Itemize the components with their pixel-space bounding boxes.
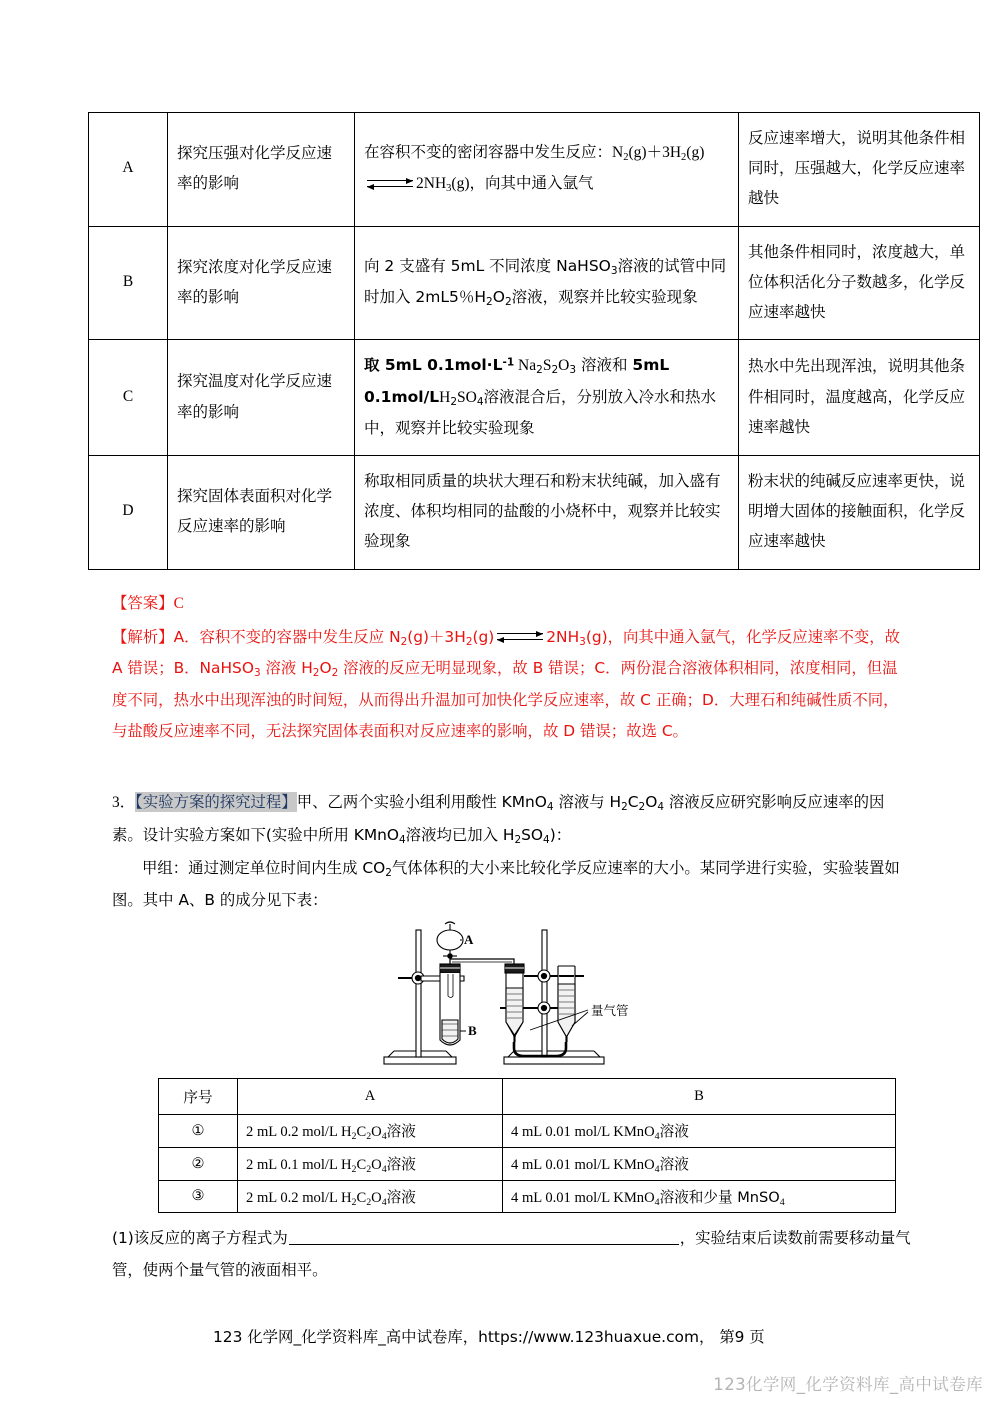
h2so4-sub1: 2 xyxy=(450,395,458,408)
analysis-a-5: (g)，向其中通入氩气，化学反应速率不变，故 A 错误； xyxy=(112,627,901,678)
plus-sign: ＋ xyxy=(646,142,663,161)
analysis-a-1: A．容积不变的容器中发生反应 N xyxy=(173,627,401,646)
q3-stem-8: )： xyxy=(549,826,572,845)
answer-analysis-block xyxy=(112,588,902,750)
analysis-d: D．大理石和纯碱性质不同，与盐酸反应速率不同，无法探究固体表面积对反应速率的影响，故 D 错误； xyxy=(112,690,899,741)
r1a-pre: 2 mL 0.2 mol/L H xyxy=(246,1124,352,1140)
figure-label-gas-tube: 量气管 xyxy=(591,1003,629,1018)
option-label-b: B xyxy=(89,226,168,340)
row-3-column-b xyxy=(503,1180,896,1213)
option-conclusion-c: 热水中先出现浑浊，说明其他条件相同时，温度越高，化学反应速率越快 xyxy=(739,340,980,456)
o-sub: 3 xyxy=(569,364,577,377)
analysis-c: C．两份混合溶液体积相同，浓度相同，但温度不同，热水中出现浑浊的时间短，从而得出升温加可加快化学反应速率，故 C 正确； xyxy=(112,659,898,709)
r3a-tail: 溶液 xyxy=(386,1188,416,1206)
r3a-mid2: O xyxy=(371,1189,382,1206)
kmno4-sub-1: 4 xyxy=(546,800,554,813)
table-row xyxy=(89,340,980,456)
table-row xyxy=(159,1147,896,1180)
analysis-b-sub3: 2 xyxy=(331,667,339,680)
r1b-pre: 4 mL 0.01 mol/L KMnO xyxy=(511,1124,655,1140)
r3b-tail: 溶液和少量 MnSO xyxy=(659,1188,780,1206)
plan-text-c-bold1: 取 5mL 0.1mol·L xyxy=(364,356,503,375)
r2a-sub3: 4 xyxy=(381,1163,387,1175)
h2o2-sub2: 2 xyxy=(504,295,512,308)
experiment-data-table xyxy=(158,1078,896,1213)
s-sub: 2 xyxy=(551,364,559,377)
r2b-sub: 4 xyxy=(654,1163,660,1175)
r2b-pre: 4 mL 0.01 mol/L KMnO xyxy=(511,1156,655,1173)
table-row xyxy=(159,1115,896,1148)
column-header-no: 序号 xyxy=(159,1079,238,1115)
analysis-b-2: 溶液 H xyxy=(260,659,313,678)
row-index-2: ② xyxy=(159,1147,238,1180)
q3-stem-5: 溶液反应研究影响反应速率的因素。设计实验方案如下(实验中所用 KMnO xyxy=(112,793,885,845)
h2so4-so: SO xyxy=(457,388,477,406)
r2a-tail: 溶液 xyxy=(386,1155,416,1173)
h2o2-sub1: 2 xyxy=(486,295,493,308)
option-conclusion-a: 反应速率增大，说明其他条件相同时，压强越大，化学反应速率越快 xyxy=(739,113,980,227)
h2so4-sub-b: 4 xyxy=(543,833,550,846)
r3b-sub2: 4 xyxy=(779,1196,785,1208)
r2a-sub2: 2 xyxy=(366,1163,372,1175)
analysis-tag: 【解析】 xyxy=(112,627,174,646)
right-stand-rod xyxy=(542,930,547,1057)
option-plan-d: 称取相同质量的块状大理石和粉末状纯碱，加入盛有浓度、体积均相同的盐酸的小烧杯中，观察并比较实验现象 xyxy=(355,455,739,569)
plan-text-b3: O xyxy=(492,287,505,306)
left-stand-rod xyxy=(416,930,421,1057)
r1b-tail: 溶液 xyxy=(659,1123,689,1140)
formula-nh3-state: (g) xyxy=(451,175,470,193)
table-row xyxy=(159,1180,896,1213)
nahso3-sub: 3 xyxy=(610,265,618,278)
co2-sub: 2 xyxy=(385,866,392,879)
option-label-d: D xyxy=(89,455,168,569)
option-goal-a: 探究压强对化学反应速率的影响 xyxy=(168,113,355,227)
q3-stem-1: 甲、乙两个实验小组利用酸性 KMnO xyxy=(296,793,547,811)
sub-question-suffix: ，实验结束后读数前需要移动量气管，使两个量气管的液面相平。 xyxy=(112,1229,911,1280)
apparatus-figure xyxy=(372,918,672,1070)
group-a-text-1: 甲组：通过测定单位时间内生成 CO xyxy=(142,858,386,877)
molar-exponent: -1 xyxy=(502,356,515,369)
q3-stem-6: 溶液均已加入 H xyxy=(405,826,515,845)
plan-text-c-bold2: 5mL 0.1mol/L xyxy=(364,356,670,406)
figure-label-b: B xyxy=(468,1023,477,1038)
figure-label-a: A xyxy=(464,932,474,947)
analysis-b-4: 溶液的反应无明显现象，故 B 错误； xyxy=(338,659,595,678)
question-type-tag: 【实验方案的探究过程】 xyxy=(135,793,297,811)
option-plan-b xyxy=(355,226,739,340)
r1b-sub: 4 xyxy=(654,1130,660,1142)
r2a-pre: 2 mL 0.1 mol/L H xyxy=(246,1156,352,1173)
option-plan-c xyxy=(355,340,739,456)
h2c2o4-sub2: 2 xyxy=(638,800,646,813)
option-goal-c: 探究温度对化学反应速率的影响 xyxy=(168,340,355,456)
options-table xyxy=(88,112,980,570)
r3a-sub3: 4 xyxy=(381,1196,387,1208)
formula-h2: 3H xyxy=(662,143,682,161)
analysis-final: 故选 C。 xyxy=(626,722,688,741)
option-conclusion-d: 粉末状的纯碱反应速率更快，说明增大固体的接触面积，化学反应速率越快 xyxy=(739,455,980,569)
o-symbol: O xyxy=(558,357,570,375)
question-3-block xyxy=(112,786,902,916)
row-index-1: ① xyxy=(159,1115,238,1148)
page-footer: 123 化学网_化学资料库_高中试卷库，https://www.123huaxue.com， 第9 页 xyxy=(213,1328,765,1346)
s-symbol: S xyxy=(542,357,552,375)
analysis-a-3: (g) xyxy=(472,627,495,646)
r3a-sub2: 2 xyxy=(366,1196,372,1208)
group-a-text-2: 气体体积的大小来比较化学反应速率的大小。某同学进行实验，实验装置如图。其中 A、B 的成分见下表： xyxy=(112,858,900,910)
equilibrium-arrow-icon xyxy=(367,178,413,190)
answer-blank-field[interactable] xyxy=(289,1229,679,1245)
plan-text-b2: 溶液的试管中同时加入 2mL5％H xyxy=(364,257,727,306)
analysis-line xyxy=(112,622,902,748)
plan-text-b4: 溶液，观察并比较实验现象 xyxy=(511,287,698,306)
r3a-mid1: C xyxy=(356,1189,367,1206)
row-3-column-a xyxy=(238,1180,503,1213)
formula-nh3-sub: 3 xyxy=(446,183,452,195)
r1a-tail: 溶液 xyxy=(386,1123,416,1140)
apparatus-diagram-icon xyxy=(372,918,672,1070)
table-row xyxy=(89,113,980,227)
formula-h2-state: (g) xyxy=(686,143,705,161)
connecting-hose xyxy=(514,1042,566,1056)
formula-n-sub: 2 xyxy=(623,151,629,163)
analysis-a-sub3: 3 xyxy=(579,635,586,648)
h2c2o4-sub3: 4 xyxy=(657,800,665,813)
table-header-row xyxy=(159,1079,896,1115)
row-1-column-b xyxy=(503,1115,896,1148)
r2a-sub1: 2 xyxy=(351,1163,357,1175)
q3-stem-2: 溶液与 H xyxy=(553,793,622,811)
formula-nh3: 2NH xyxy=(416,175,447,193)
analysis-a-sub2: 2 xyxy=(465,635,473,648)
option-goal-d: 探究固体表面积对化学反应速率的影响 xyxy=(168,455,355,569)
h2c2o4-sub1: 2 xyxy=(621,800,628,813)
r3b-sub: 4 xyxy=(654,1196,660,1208)
sub-question-1-text xyxy=(112,1222,912,1287)
plan-text-a1: 在容积不变的密闭容器中发生反应： xyxy=(364,142,613,161)
na-sub: 2 xyxy=(536,364,543,377)
column-header-b: B xyxy=(503,1079,896,1115)
row-2-column-a xyxy=(238,1147,503,1180)
plan-text-c-mid: 溶液和 xyxy=(576,356,633,375)
r1a-sub3: 4 xyxy=(381,1130,387,1142)
analysis-b-sub2: 2 xyxy=(312,667,320,680)
analysis-a-sub1: 2 xyxy=(400,635,408,648)
r3a-sub1: 2 xyxy=(351,1196,357,1208)
h2so4-h: H xyxy=(439,388,451,406)
column-header-a: A xyxy=(238,1079,503,1115)
na-symbol: Na xyxy=(514,357,537,375)
left-stand-base xyxy=(384,1057,456,1064)
r1a-sub1: 2 xyxy=(351,1130,357,1142)
row-2-column-b xyxy=(503,1147,896,1180)
option-label-a: A xyxy=(89,113,168,227)
r2b-tail: 溶液 xyxy=(659,1155,689,1173)
equilibrium-arrow-icon-analysis xyxy=(497,631,543,643)
right-stand-base xyxy=(504,1057,604,1064)
answer-line xyxy=(112,588,902,620)
r1a-sub2: 2 xyxy=(366,1130,372,1142)
dropping-funnel xyxy=(437,930,463,950)
option-plan-a xyxy=(355,113,739,227)
answer-value: C xyxy=(173,595,184,612)
r3a-pre: 2 mL 0.2 mol/L H xyxy=(246,1189,352,1206)
option-conclusion-b: 其他条件相同时，浓度越大，单位体积活化分子数越多，化学反应速率越快 xyxy=(739,226,980,340)
formula-h2-sub: 2 xyxy=(681,151,687,163)
row-index-3: ③ xyxy=(159,1180,238,1213)
r3b-pre: 4 mL 0.01 mol/L KMnO xyxy=(511,1189,655,1206)
table-row xyxy=(89,226,980,340)
option-goal-b: 探究浓度对化学反应速率的影响 xyxy=(168,226,355,340)
formula-n-state: (g) xyxy=(628,143,647,161)
h2so4-sub2: 4 xyxy=(476,395,484,408)
question-3-group-a xyxy=(112,852,902,917)
q3-stem-3: C xyxy=(627,793,639,811)
plan-text-a2: ，向其中通入氩气 xyxy=(469,174,594,193)
answer-tag: 【答案】 xyxy=(112,594,174,612)
analysis-a-4: 2NH xyxy=(546,627,580,646)
row-1-column-a xyxy=(238,1115,503,1148)
option-label-c: C xyxy=(89,340,168,456)
watermark: 123化学网_化学资料库_高中试卷库 xyxy=(713,1375,983,1394)
table-row xyxy=(89,455,980,569)
analysis-b-1: B．NaHSO xyxy=(173,659,254,678)
r2a-mid1: C xyxy=(356,1156,367,1173)
sub-question-1 xyxy=(112,1222,912,1287)
sub-question-prefix: (1)该反应的离子方程式为 xyxy=(112,1229,288,1247)
r2a-mid2: O xyxy=(371,1156,382,1173)
analysis-b-3: O xyxy=(319,659,332,678)
plan-text-c-tail: 溶液混合后，分别放入冷水和热水中，观察并比较实验现象 xyxy=(364,387,717,437)
kmno4-sub-2: 4 xyxy=(399,833,406,846)
q3-stem-4: O xyxy=(645,793,658,811)
question-number: 3． xyxy=(112,794,136,811)
r1a-mid1: C xyxy=(356,1124,367,1140)
r1a-mid2: O xyxy=(371,1124,382,1140)
plan-text-b1: 向 2 支盛有 5mL 不同浓度 NaHSO xyxy=(364,257,611,276)
analysis-a-2: (g)＋3H xyxy=(407,627,466,646)
analysis-b-sub1: 3 xyxy=(253,667,261,680)
h2so4-sub-a: 2 xyxy=(514,833,522,846)
question-3-stem xyxy=(112,786,902,852)
formula-n: N xyxy=(612,143,624,161)
q3-stem-7: SO xyxy=(521,826,544,845)
